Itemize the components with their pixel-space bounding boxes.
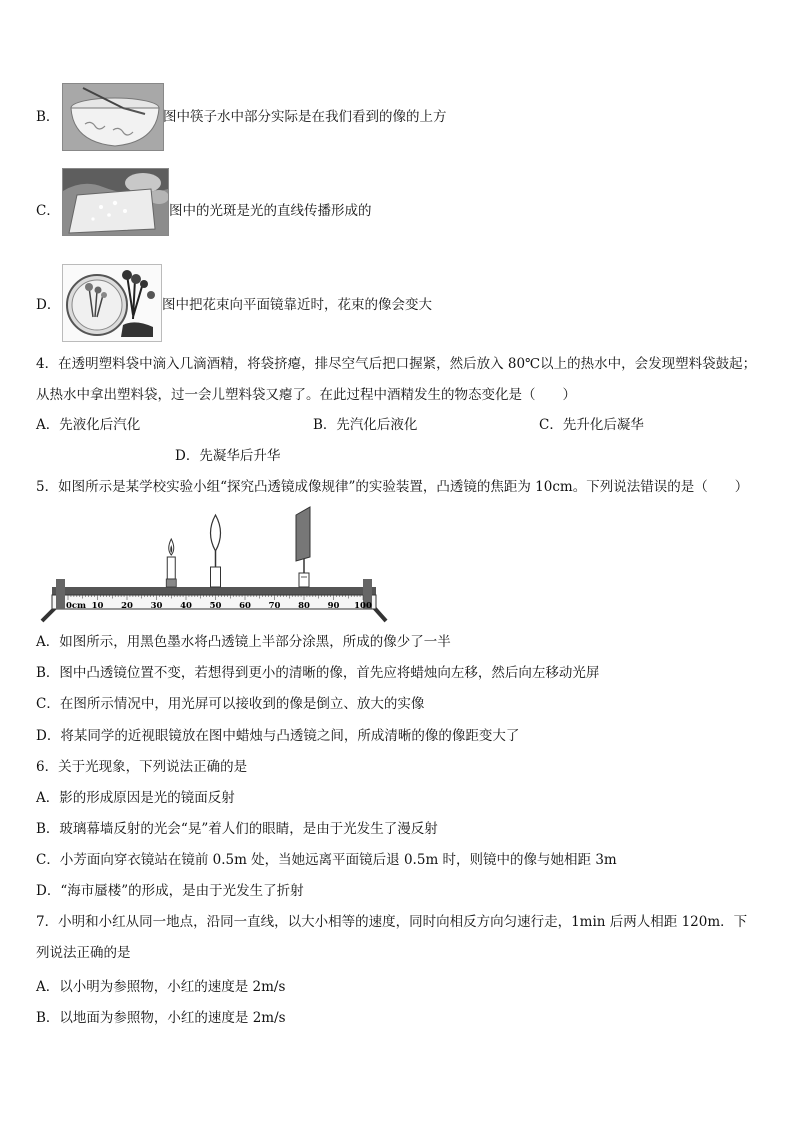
bench-left-end xyxy=(56,579,65,609)
q5-option-a: A．如图所示，用黑色墨水将凸透镜上半部分涂黑，所成的像少了一半 xyxy=(36,634,451,650)
chopsticks-in-bowl-photo xyxy=(62,83,164,151)
scale-label: 100 xyxy=(354,601,372,611)
bench-rail xyxy=(52,587,376,595)
scale-label: 0cm xyxy=(65,601,87,611)
scale-label: 40 xyxy=(180,601,192,611)
option-text: 图中筷子水中部分实际是在我们看到的像的上方 xyxy=(163,109,447,125)
option-label: B． xyxy=(36,109,60,125)
q6-option-b: B．玻璃幕墙反射的光会“晃”着人们的眼睛，是由于光发生了漫反射 xyxy=(36,821,438,837)
option-text: 图中把花束向平面镜靠近时，花束的像会变大 xyxy=(162,297,432,313)
q5-option-c: C．在图所示情况中，用光屏可以接收到的像是倒立、放大的实像 xyxy=(36,696,425,712)
scale-label: 90 xyxy=(327,601,340,611)
q4-stem-line1: 4．在透明塑料袋中滴入几滴酒精，将袋挤瘪，排尽空气后把口握紧，然后放入 80℃以上的热水中，会发现塑料袋鼓起； xyxy=(36,356,757,372)
scale-label: 60 xyxy=(239,601,251,611)
optical-bench-diagram xyxy=(38,505,388,625)
q7-stem-line1: 7．小明和小红从同一地点，沿同一直线，以大小相等的速度，同时向相反方向匀速行走，1min 后两人相距 120m．下 xyxy=(36,914,748,930)
q4-stem-line2: 从热水中拿出塑料袋，过一会儿塑料袋又瘪了。在此过程中酒精发生的物态变化是（ ） xyxy=(36,387,576,403)
candle xyxy=(166,539,176,587)
q5-option-d: D．将某同学的近视眼镜放在图中蜡烛与凸透镜之间，所成清晰的像的像距变大了 xyxy=(36,728,520,744)
scale-label: 30 xyxy=(150,601,163,611)
scale-label: 80 xyxy=(298,601,310,611)
q7-option-a: A．以小明为参照物，小红的速度是 2m/s xyxy=(36,979,286,995)
scale-label: 50 xyxy=(209,601,222,611)
q6-option-d: D．“海市蜃楼”的形成，是由于光发生了折射 xyxy=(36,883,304,899)
q4-option-c: C．先升化后凝华 xyxy=(539,417,644,433)
flowers-in-mirror-photo xyxy=(62,264,162,342)
q5-stem: 5．如图所示是某学校实验小组“探究凸透镜成像规律”的实验装置，凸透镜的焦距为 10cm。下列说法错误的是（ ） xyxy=(36,479,749,495)
scale-label: 10 xyxy=(91,601,104,611)
option-text: 图中的光斑是光的直线传播形成的 xyxy=(169,203,372,219)
q6-option-a: A．影的形成原因是光的镜面反射 xyxy=(36,790,235,806)
scale-label: 70 xyxy=(268,601,281,611)
q6-option-c: C．小芳面向穿衣镜站在镜前 0.5m 处，当她远离平面镜后退 0.5m 时，则镜中的像与她相距 3m xyxy=(36,852,617,868)
q6-stem: 6．关于光现象，下列说法正确的是 xyxy=(36,759,248,775)
option-label: D． xyxy=(36,297,61,313)
q4-option-d: D．先凝华后升华 xyxy=(175,448,281,464)
option-label: C． xyxy=(36,203,60,219)
q7-stem-line2: 列说法正确的是 xyxy=(36,945,131,961)
scale-label: 20 xyxy=(121,601,133,611)
light-spots-under-tree-photo xyxy=(62,168,169,236)
q4-option-b: B．先汽化后液化 xyxy=(313,417,418,433)
q5-option-b: B．图中凸透镜位置不变，若想得到更小的清晰的像，首先应将蜡烛向左移，然后向左移动光屏 xyxy=(36,665,600,681)
convex-lens xyxy=(211,515,221,587)
light-screen xyxy=(296,507,310,587)
q4-option-a: A．先液化后汽化 xyxy=(36,417,141,433)
q7-option-b: B．以地面为参照物，小红的速度是 2m/s xyxy=(36,1010,286,1026)
